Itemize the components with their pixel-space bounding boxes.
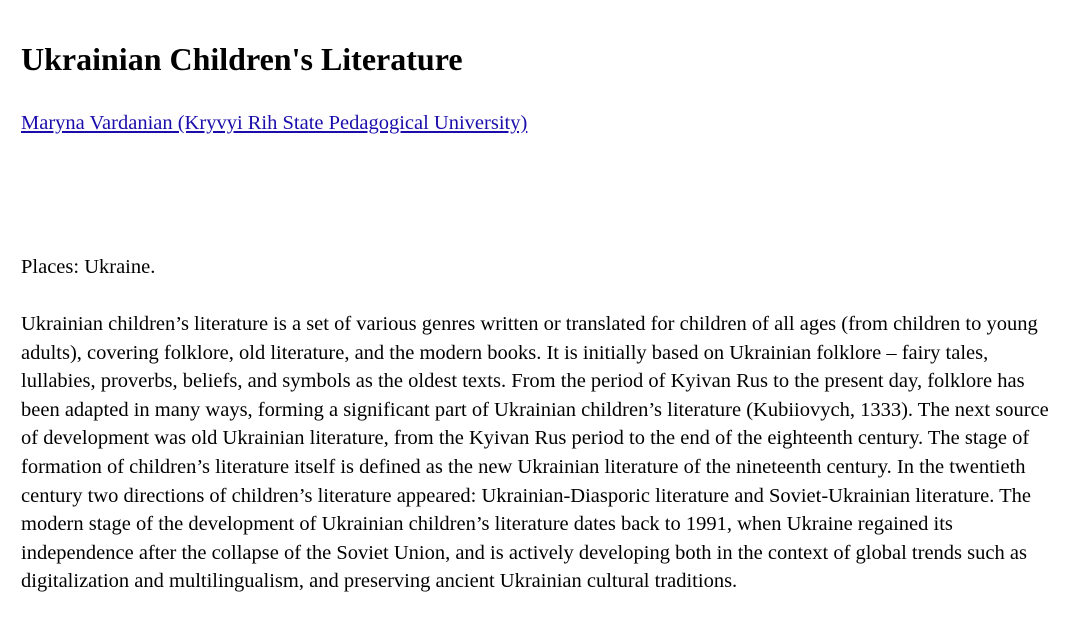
author-link[interactable]: Maryna Vardanian (Kryvyi Rih State Pedagogical University) [21, 112, 528, 134]
places-line: Places: Ukraine. [21, 256, 156, 278]
article-body-paragraph: Ukrainian children’s literature is a set of various genres written or translated for children of all ages (from children to young adults), covering folklore, old literature, and the modern books. It is initially based on Ukrainian folklore – fairy tales, lullabies, proverbs, beliefs, and symbols as the oldest texts. From the period of Kyivan Rus to the present day, folklore has been adapted in many ways, forming a significant part of Ukrainian children’s literature (Kubiiovych, 1333). The next source of development was old Ukrainian literature, from the Kyivan Rus period to the end of the eighteenth century. The stage of formation of children’s literature itself is defined as the new Ukrainian literature of the nineteenth century. In the twentieth century two directions of children’s literature appeared: Ukrainian-Diasporic literature and Soviet-Ukrainian literature. The modern stage of the development of Ukrainian children’s literature dates back to 1991, when Ukraine regained its independence after the collapse of the Soviet Union, and is actively developing both in the context of global trends such as digitalization and multilingualism, and preserving ancient Ukrainian cultural traditions. [21, 313, 1049, 593]
article-title: Ukrainian Children's Literature [21, 41, 463, 77]
